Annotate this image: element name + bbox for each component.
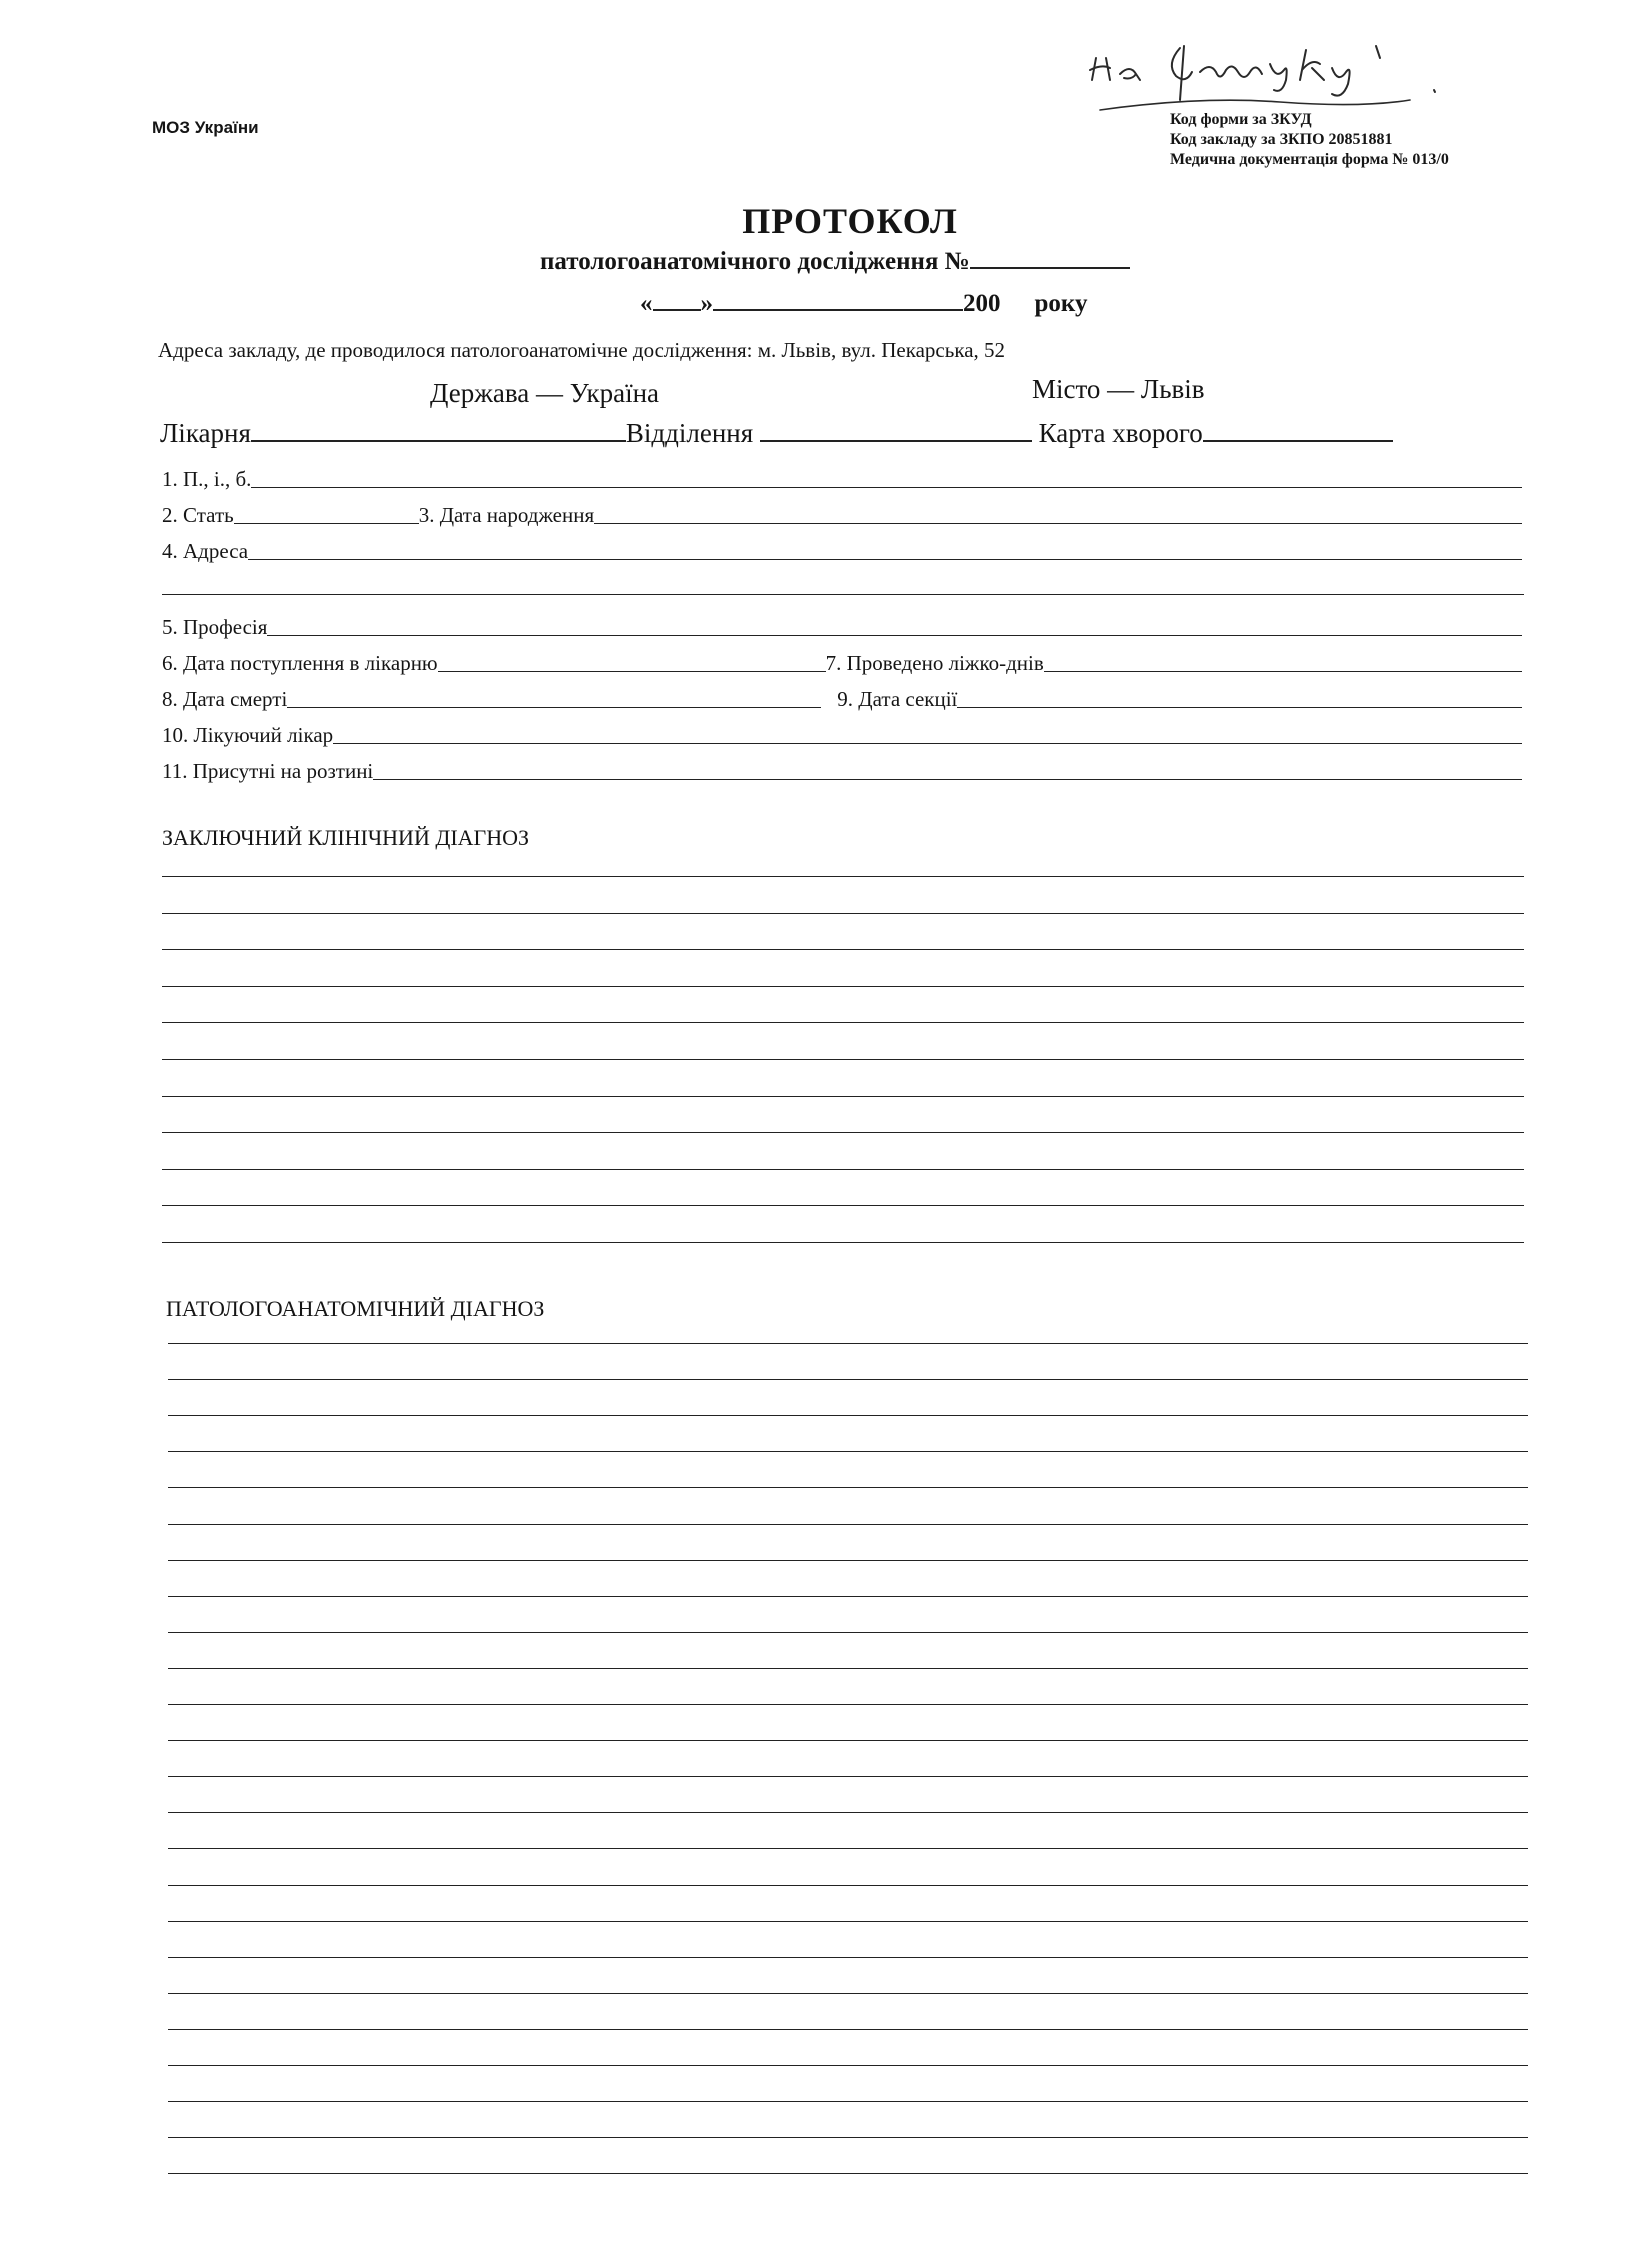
date-close-quote: » xyxy=(700,290,713,317)
clinical-diagnosis-line[interactable] xyxy=(162,1022,1524,1023)
pathology-diagnosis-line[interactable] xyxy=(168,1596,1528,1597)
row-admission xyxy=(162,650,1522,676)
admission-date-field[interactable] xyxy=(438,671,826,672)
profession-field[interactable] xyxy=(267,635,1522,636)
row-address xyxy=(162,538,1522,564)
pathology-diagnosis-line[interactable] xyxy=(168,2173,1528,2174)
clinical-diagnosis-heading: ЗАКЛЮЧНИЙ КЛІНІЧНИЙ ДІАГНОЗ xyxy=(162,825,530,850)
autopsy-date-label: 9. Дата секції xyxy=(837,687,958,711)
profession-label: 5. Професія xyxy=(162,615,268,639)
pathology-diagnosis-line[interactable] xyxy=(168,1415,1528,1416)
pathology-diagnosis-line[interactable] xyxy=(168,1524,1528,1525)
row-attending-doctor xyxy=(162,722,1522,748)
clinical-diagnosis-line[interactable] xyxy=(162,1169,1524,1170)
birth-date-field[interactable] xyxy=(594,523,1522,524)
row-sex-birth xyxy=(162,502,1522,528)
address-field[interactable] xyxy=(248,559,1522,560)
pathology-diagnosis-line[interactable] xyxy=(168,1957,1528,1958)
address-continuation-line[interactable] xyxy=(162,594,1524,595)
pathology-diagnosis-line[interactable] xyxy=(168,1704,1528,1705)
death-date-label: 8. Дата смерті xyxy=(162,687,288,711)
sex-label: 2. Стать xyxy=(162,503,234,527)
pathology-diagnosis-line[interactable] xyxy=(168,1848,1528,1849)
protocol-number-blank[interactable] xyxy=(970,249,1130,269)
clinical-diagnosis-line[interactable] xyxy=(162,1242,1524,1243)
clinical-diagnosis-line[interactable] xyxy=(162,1132,1524,1133)
present-at-autopsy-field[interactable] xyxy=(373,779,1522,780)
present-at-autopsy-label: 11. Присутні на розтині xyxy=(162,759,374,783)
pathology-diagnosis-line[interactable] xyxy=(168,1740,1528,1741)
pathology-diagnosis-line[interactable] xyxy=(168,1379,1528,1380)
pathology-diagnosis-line[interactable] xyxy=(168,2137,1528,2138)
state-label: Держава — Україна xyxy=(430,378,660,408)
hospital-row xyxy=(160,418,1393,449)
bed-days-label: 7. Проведено ліжко-днів xyxy=(825,651,1044,675)
year-prefix: 200 xyxy=(963,290,1001,317)
month-blank[interactable] xyxy=(713,291,963,311)
pathology-diagnosis-line[interactable] xyxy=(168,1632,1528,1633)
pathology-diagnosis-line[interactable] xyxy=(168,1921,1528,1922)
ministry-label: МОЗ України xyxy=(152,118,259,137)
clinical-diagnosis-line[interactable] xyxy=(162,876,1524,877)
hospital-label: Лікарня xyxy=(160,418,251,448)
clinical-diagnosis-line[interactable] xyxy=(162,1059,1524,1060)
bed-days-field[interactable] xyxy=(1044,671,1522,672)
clinical-diagnosis-line[interactable] xyxy=(162,913,1524,914)
pathology-diagnosis-line[interactable] xyxy=(168,2065,1528,2066)
row-present-at-autopsy xyxy=(162,758,1522,784)
date-open-quote: « xyxy=(640,290,653,317)
pathology-diagnosis-line[interactable] xyxy=(168,1885,1528,1886)
year-word: року xyxy=(1034,290,1088,317)
admission-date-label: 6. Дата поступлення в лікарню xyxy=(162,651,438,675)
form-codes xyxy=(1170,110,1449,170)
patient-card-label: Карта хворого xyxy=(1038,418,1203,448)
row-profession xyxy=(162,614,1522,640)
form-code-zkud: Код форми за ЗКУД xyxy=(1170,111,1312,128)
name-field[interactable] xyxy=(251,487,1522,488)
pathology-diagnosis-line[interactable] xyxy=(168,1343,1528,1344)
subtitle-text: патологоанатомічного дослідження № xyxy=(540,248,970,275)
row-name xyxy=(162,466,1522,492)
hospital-field[interactable] xyxy=(251,422,626,442)
pathology-diagnosis-line[interactable] xyxy=(168,1451,1528,1452)
pathology-diagnosis-heading: ПАТОЛОГОАНАТОМІЧНИЙ ДІАГНОЗ xyxy=(166,1296,545,1321)
document-title: ПРОТОКОЛ xyxy=(742,201,958,241)
pathology-diagnosis-line[interactable] xyxy=(168,1993,1528,1994)
patient-card-field[interactable] xyxy=(1203,422,1393,442)
department-field[interactable] xyxy=(760,422,1032,442)
birth-date-label: 3. Дата народження xyxy=(418,503,595,527)
attending-doctor-field[interactable] xyxy=(333,743,1522,744)
pathology-diagnosis-line[interactable] xyxy=(168,1668,1528,1669)
institution-code-zkpo: Код закладу за ЗКПО 20851881 xyxy=(1170,131,1393,148)
department-label: Відділення xyxy=(625,418,754,448)
pathology-diagnosis-line[interactable] xyxy=(168,1812,1528,1813)
pathology-diagnosis-line[interactable] xyxy=(168,1776,1528,1777)
clinical-diagnosis-line[interactable] xyxy=(162,986,1524,987)
address-label: 4. Адреса xyxy=(162,539,249,563)
city-label: Місто — Львів xyxy=(1032,374,1205,404)
institution-address: Адреса закладу, де проводилося патологоанатомічне дослідження: м. Львів, вул. Пекарська, 52 xyxy=(158,338,1006,362)
name-label: 1. П., і., б. xyxy=(162,467,252,491)
death-date-field[interactable] xyxy=(287,707,821,708)
row-death-autopsy xyxy=(162,686,1522,712)
document-subtitle xyxy=(540,248,1130,276)
pathology-diagnosis-line[interactable] xyxy=(168,1560,1528,1561)
clinical-diagnosis-line[interactable] xyxy=(162,949,1524,950)
day-blank[interactable] xyxy=(653,291,701,311)
pathology-diagnosis-line[interactable] xyxy=(168,1487,1528,1488)
clinical-diagnosis-line[interactable] xyxy=(162,1096,1524,1097)
medical-doc-form-number: Медична документація форма № 013/0 xyxy=(1170,151,1449,168)
attending-doctor-label: 10. Лікуючий лікар xyxy=(162,723,334,747)
date-line xyxy=(640,290,1087,318)
sex-field[interactable] xyxy=(234,523,419,524)
pathology-diagnosis-line[interactable] xyxy=(168,2029,1528,2030)
pathology-diagnosis-line[interactable] xyxy=(168,2101,1528,2102)
clinical-diagnosis-line[interactable] xyxy=(162,1205,1524,1206)
autopsy-date-field[interactable] xyxy=(957,707,1522,708)
